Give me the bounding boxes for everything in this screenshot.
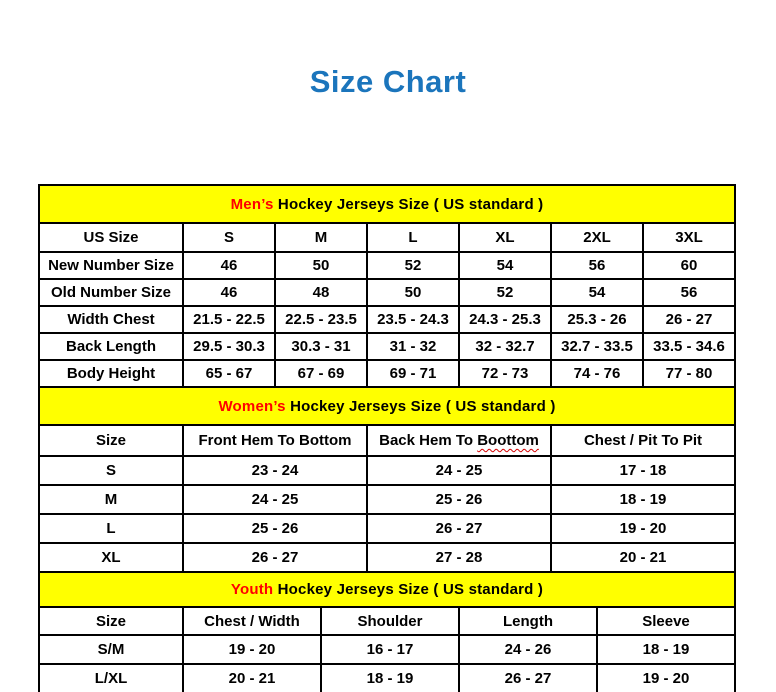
column-header: L <box>367 223 459 252</box>
column-header: Chest / Width <box>183 607 321 635</box>
cell: 67 - 69 <box>275 360 367 387</box>
cell: 32 - 32.7 <box>459 333 551 360</box>
column-header: Sleeve <box>597 607 735 635</box>
womens-banner-text: Hockey Jerseys Size ( US standard ) <box>285 397 556 415</box>
column-header: 2XL <box>551 223 643 252</box>
cell: 25.3 - 26 <box>551 306 643 333</box>
cell: 30.3 - 31 <box>275 333 367 360</box>
row-label: Width Chest <box>39 306 183 333</box>
cell: 60 <box>643 252 735 279</box>
youth-header-row <box>39 607 735 635</box>
cell: 56 <box>643 279 735 306</box>
row-label: Old Number Size <box>39 279 183 306</box>
cell: 52 <box>367 252 459 279</box>
cell: 56 <box>551 252 643 279</box>
spellcheck-squiggle-word: Boottom <box>477 432 539 449</box>
cell: 26 - 27 <box>643 306 735 333</box>
cell: 26 - 27 <box>367 514 551 543</box>
row-label: Back Length <box>39 333 183 360</box>
cell: 26 - 27 <box>459 664 597 692</box>
column-header: Length <box>459 607 597 635</box>
row-label: XL <box>39 543 183 572</box>
cell: 18 - 19 <box>321 664 459 692</box>
cell: 77 - 80 <box>643 360 735 387</box>
youth-banner-row <box>39 572 735 607</box>
table-row <box>39 514 735 543</box>
cell: 52 <box>459 279 551 306</box>
cell: 22.5 - 23.5 <box>275 306 367 333</box>
table-row <box>39 306 735 333</box>
table-row <box>39 456 735 485</box>
column-header: US Size <box>39 223 183 252</box>
cell: 54 <box>459 252 551 279</box>
cell: 17 - 18 <box>551 456 735 485</box>
cell: 20 - 21 <box>551 543 735 572</box>
womens-banner-row <box>39 387 735 425</box>
cell: 20 - 21 <box>183 664 321 692</box>
column-header: M <box>275 223 367 252</box>
table-row <box>39 333 735 360</box>
page-title: Size Chart <box>309 64 467 99</box>
youth-size-table <box>38 571 736 692</box>
cell: 65 - 67 <box>183 360 275 387</box>
cell: 54 <box>551 279 643 306</box>
row-label: M <box>39 485 183 514</box>
cell: 24 - 25 <box>367 456 551 485</box>
cell: 48 <box>275 279 367 306</box>
cell: 32.7 - 33.5 <box>551 333 643 360</box>
table-row <box>39 360 735 387</box>
youth-banner-text: Hockey Jerseys Size ( US standard ) <box>273 581 544 598</box>
cell: 23.5 - 24.3 <box>367 306 459 333</box>
size-chart-page <box>0 64 776 692</box>
column-header: Shoulder <box>321 607 459 635</box>
womens-size-table <box>38 386 736 573</box>
table-row <box>39 485 735 514</box>
column-header: S <box>183 223 275 252</box>
mens-banner-highlight: Men’s <box>230 195 274 213</box>
cell: 24.3 - 25.3 <box>459 306 551 333</box>
youth-banner-highlight: Youth <box>230 581 274 598</box>
cell: 24 - 25 <box>183 485 367 514</box>
cell: 16 - 17 <box>321 635 459 664</box>
cell: 25 - 26 <box>183 514 367 543</box>
womens-section-banner <box>39 387 735 425</box>
cell: 24 - 26 <box>459 635 597 664</box>
cell: 33.5 - 34.6 <box>643 333 735 360</box>
cell: 19 - 20 <box>551 514 735 543</box>
mens-section-banner <box>39 185 735 223</box>
column-header: Chest / Pit To Pit <box>551 425 735 456</box>
womens-banner-highlight: Women’s <box>218 397 286 415</box>
table-row <box>39 635 735 664</box>
cell: 18 - 19 <box>597 635 735 664</box>
table-row <box>39 543 735 572</box>
table-row <box>39 279 735 306</box>
mens-banner-text: Hockey Jerseys Size ( US standard ) <box>273 195 544 213</box>
column-header: XL <box>459 223 551 252</box>
row-label: L/XL <box>39 664 183 692</box>
cell: 18 - 19 <box>551 485 735 514</box>
cell: 50 <box>275 252 367 279</box>
size-chart-tables <box>38 184 736 692</box>
cell: 27 - 28 <box>367 543 551 572</box>
youth-section-banner <box>39 572 735 607</box>
column-header: Size <box>39 425 183 456</box>
table-row <box>39 664 735 692</box>
cell: 72 - 73 <box>459 360 551 387</box>
row-label: S/M <box>39 635 183 664</box>
column-header: Front Hem To Bottom <box>183 425 367 456</box>
mens-header-row <box>39 223 735 252</box>
column-header: 3XL <box>643 223 735 252</box>
row-label: New Number Size <box>39 252 183 279</box>
cell: 19 - 20 <box>597 664 735 692</box>
cell: 69 - 71 <box>367 360 459 387</box>
cell: 21.5 - 22.5 <box>183 306 275 333</box>
cell: 74 - 76 <box>551 360 643 387</box>
womens-header-row <box>39 425 735 456</box>
cell: 46 <box>183 279 275 306</box>
cell: 31 - 32 <box>367 333 459 360</box>
row-label: S <box>39 456 183 485</box>
mens-banner-row <box>39 185 735 223</box>
cell: 19 - 20 <box>183 635 321 664</box>
row-label: L <box>39 514 183 543</box>
cell: 26 - 27 <box>183 543 367 572</box>
column-header: Size <box>39 607 183 635</box>
table-row <box>39 252 735 279</box>
cell: 50 <box>367 279 459 306</box>
cell: 25 - 26 <box>367 485 551 514</box>
cell: 29.5 - 30.3 <box>183 333 275 360</box>
mens-size-table <box>38 184 736 388</box>
cell: 46 <box>183 252 275 279</box>
cell: 23 - 24 <box>183 456 367 485</box>
column-header-misspelled: Back Hem To Boottom <box>367 425 551 456</box>
row-label: Body Height <box>39 360 183 387</box>
